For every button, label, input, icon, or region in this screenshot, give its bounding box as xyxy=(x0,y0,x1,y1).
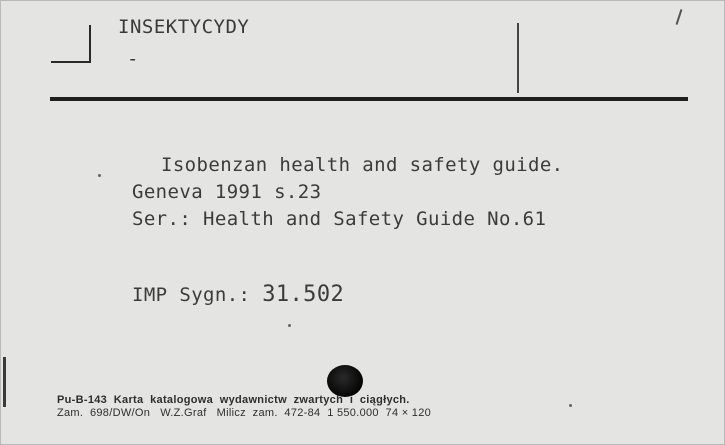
speck xyxy=(569,404,572,407)
subcategory-dash: - xyxy=(127,48,139,70)
header-rule xyxy=(50,97,688,101)
header-divider xyxy=(517,23,519,93)
shelf-signature xyxy=(132,282,344,307)
signature-value: 31.502 xyxy=(262,282,345,307)
entry-imprint: Geneva 1991 s.23 xyxy=(132,181,322,203)
printer-note-line-2: Zam. 698/DW/On W.Z.Graf Milicz zam. 472-84 1 550.000 74 × 120 xyxy=(57,407,432,419)
edge-mark xyxy=(3,357,6,407)
pen-mark xyxy=(676,9,683,25)
signature-label: IMP Sygn.: xyxy=(132,284,251,306)
speck xyxy=(98,174,101,177)
card-corner-mark xyxy=(51,25,91,63)
speck xyxy=(288,324,291,327)
entry-series: Ser.: Health and Safety Guide No.61 xyxy=(132,208,547,230)
printer-note-line-1: Pu-B-143 Karta katalogowa wydawnictw zwartych i ciągłych. xyxy=(57,394,410,406)
punch-hole xyxy=(327,365,363,397)
entry-title: Isobenzan health and safety guide. xyxy=(161,154,564,176)
category-heading: INSEKTYCYDY xyxy=(118,16,250,38)
